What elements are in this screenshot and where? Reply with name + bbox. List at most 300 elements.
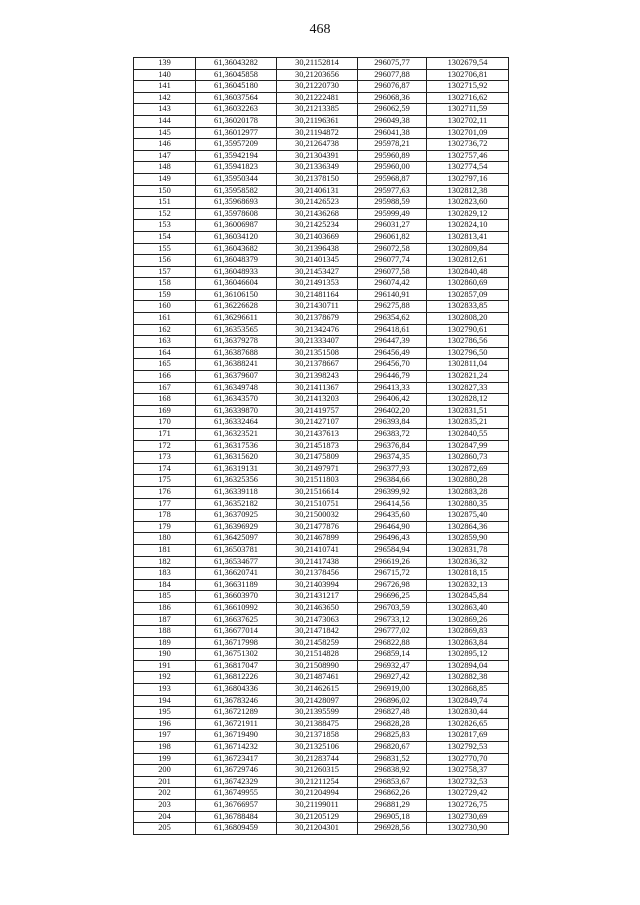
latitude-cell: 61,36766957 — [196, 800, 277, 812]
y-coordinate-cell: 1302812,38 — [427, 185, 509, 197]
x-coordinate-cell: 296077,74 — [358, 255, 427, 267]
y-coordinate-cell: 1302679,54 — [427, 58, 509, 70]
longitude-cell: 30,21467899 — [277, 533, 358, 545]
table-row — [134, 127, 509, 139]
table-row — [134, 185, 509, 197]
table-row — [134, 208, 509, 220]
latitude-cell: 61,36048379 — [196, 255, 277, 267]
point-number-cell: 146 — [134, 139, 196, 151]
table-row — [134, 371, 509, 383]
point-number-cell: 180 — [134, 533, 196, 545]
x-coordinate-cell: 295977,63 — [358, 185, 427, 197]
point-number-cell: 167 — [134, 382, 196, 394]
y-coordinate-cell: 1302869,26 — [427, 614, 509, 626]
y-coordinate-cell: 1302770,70 — [427, 753, 509, 765]
point-number-cell: 205 — [134, 823, 196, 835]
latitude-cell: 61,36339870 — [196, 405, 277, 417]
y-coordinate-cell: 1302895,12 — [427, 649, 509, 661]
longitude-cell: 30,21260315 — [277, 765, 358, 777]
table-row — [134, 823, 509, 835]
longitude-cell: 30,21342476 — [277, 324, 358, 336]
point-number-cell: 192 — [134, 672, 196, 684]
latitude-cell: 61,36637625 — [196, 614, 277, 626]
point-number-cell: 144 — [134, 115, 196, 127]
table-row — [134, 243, 509, 255]
y-coordinate-cell: 1302875,40 — [427, 510, 509, 522]
y-coordinate-cell: 1302786,56 — [427, 336, 509, 348]
x-coordinate-cell: 296464,90 — [358, 521, 427, 533]
y-coordinate-cell: 1302811,04 — [427, 359, 509, 371]
table-row — [134, 579, 509, 591]
y-coordinate-cell: 1302792,53 — [427, 742, 509, 754]
table-row — [134, 811, 509, 823]
latitude-cell: 61,36296611 — [196, 313, 277, 325]
x-coordinate-cell: 296838,92 — [358, 765, 427, 777]
point-number-cell: 194 — [134, 695, 196, 707]
x-coordinate-cell: 296496,43 — [358, 533, 427, 545]
table-row — [134, 510, 509, 522]
longitude-cell: 30,21425234 — [277, 220, 358, 232]
longitude-cell: 30,21511803 — [277, 475, 358, 487]
point-number-cell: 168 — [134, 394, 196, 406]
longitude-cell: 30,21396438 — [277, 243, 358, 255]
y-coordinate-cell: 1302840,48 — [427, 266, 509, 278]
x-coordinate-cell: 296406,42 — [358, 394, 427, 406]
point-number-cell: 155 — [134, 243, 196, 255]
x-coordinate-cell: 296859,14 — [358, 649, 427, 661]
latitude-cell: 61,36323521 — [196, 429, 277, 441]
y-coordinate-cell: 1302702,11 — [427, 115, 509, 127]
x-coordinate-cell: 296140,91 — [358, 289, 427, 301]
longitude-cell: 30,21487461 — [277, 672, 358, 684]
longitude-cell: 30,21351508 — [277, 347, 358, 359]
latitude-cell: 61,36603970 — [196, 591, 277, 603]
table-row — [134, 255, 509, 267]
latitude-cell: 61,36751302 — [196, 649, 277, 661]
latitude-cell: 61,36610992 — [196, 602, 277, 614]
point-number-cell: 142 — [134, 92, 196, 104]
longitude-cell: 30,21510751 — [277, 498, 358, 510]
point-number-cell: 151 — [134, 197, 196, 209]
longitude-cell: 30,21378456 — [277, 568, 358, 580]
table-row — [134, 521, 509, 533]
point-number-cell: 154 — [134, 231, 196, 243]
longitude-cell: 30,21264738 — [277, 139, 358, 151]
longitude-cell: 30,21194872 — [277, 127, 358, 139]
y-coordinate-cell: 1302757,46 — [427, 150, 509, 162]
y-coordinate-cell: 1302833,85 — [427, 301, 509, 313]
table-row — [134, 718, 509, 730]
x-coordinate-cell: 296726,98 — [358, 579, 427, 591]
latitude-cell: 61,36387688 — [196, 347, 277, 359]
latitude-cell: 61,35978608 — [196, 208, 277, 220]
longitude-cell: 30,21411367 — [277, 382, 358, 394]
table-row — [134, 452, 509, 464]
table-row — [134, 104, 509, 116]
table-row — [134, 313, 509, 325]
y-coordinate-cell: 1302790,61 — [427, 324, 509, 336]
longitude-cell: 30,21388475 — [277, 718, 358, 730]
point-number-cell: 166 — [134, 371, 196, 383]
latitude-cell: 61,36788484 — [196, 811, 277, 823]
point-number-cell: 195 — [134, 707, 196, 719]
point-number-cell: 190 — [134, 649, 196, 661]
y-coordinate-cell: 1302830,44 — [427, 707, 509, 719]
table-row — [134, 707, 509, 719]
point-number-cell: 191 — [134, 660, 196, 672]
table-row — [134, 463, 509, 475]
latitude-cell: 61,36034120 — [196, 231, 277, 243]
latitude-cell: 61,36317536 — [196, 440, 277, 452]
latitude-cell: 61,36339118 — [196, 486, 277, 498]
x-coordinate-cell: 296862,26 — [358, 788, 427, 800]
longitude-cell: 30,21378667 — [277, 359, 358, 371]
table-row — [134, 69, 509, 81]
y-coordinate-cell: 1302732,53 — [427, 776, 509, 788]
x-coordinate-cell: 296456,70 — [358, 359, 427, 371]
x-coordinate-cell: 296456,49 — [358, 347, 427, 359]
point-number-cell: 202 — [134, 788, 196, 800]
x-coordinate-cell: 296062,59 — [358, 104, 427, 116]
x-coordinate-cell: 296905,18 — [358, 811, 427, 823]
x-coordinate-cell: 295988,59 — [358, 197, 427, 209]
longitude-cell: 30,21204994 — [277, 788, 358, 800]
point-number-cell: 160 — [134, 301, 196, 313]
y-coordinate-cell: 1302836,32 — [427, 556, 509, 568]
latitude-cell: 61,36721289 — [196, 707, 277, 719]
latitude-cell: 61,36379607 — [196, 371, 277, 383]
table-row — [134, 173, 509, 185]
y-coordinate-cell: 1302869,83 — [427, 626, 509, 638]
y-coordinate-cell: 1302860,69 — [427, 278, 509, 290]
longitude-cell: 30,21516614 — [277, 486, 358, 498]
latitude-cell: 61,36319131 — [196, 463, 277, 475]
table-row — [134, 800, 509, 812]
table-row — [134, 324, 509, 336]
longitude-cell: 30,21413203 — [277, 394, 358, 406]
latitude-cell: 61,35941823 — [196, 162, 277, 174]
y-coordinate-cell: 1302835,21 — [427, 417, 509, 429]
latitude-cell: 61,36742329 — [196, 776, 277, 788]
longitude-cell: 30,21336349 — [277, 162, 358, 174]
latitude-cell: 61,36620741 — [196, 568, 277, 580]
x-coordinate-cell: 296584,94 — [358, 544, 427, 556]
table-row — [134, 58, 509, 70]
longitude-cell: 30,21403669 — [277, 231, 358, 243]
point-number-cell: 193 — [134, 684, 196, 696]
y-coordinate-cell: 1302840,55 — [427, 429, 509, 441]
x-coordinate-cell: 296435,60 — [358, 510, 427, 522]
table-row — [134, 429, 509, 441]
longitude-cell: 30,21304391 — [277, 150, 358, 162]
point-number-cell: 201 — [134, 776, 196, 788]
point-number-cell: 179 — [134, 521, 196, 533]
longitude-cell: 30,21410741 — [277, 544, 358, 556]
x-coordinate-cell: 295978,21 — [358, 139, 427, 151]
point-number-cell: 156 — [134, 255, 196, 267]
table-row — [134, 440, 509, 452]
x-coordinate-cell: 296072,58 — [358, 243, 427, 255]
point-number-cell: 141 — [134, 81, 196, 93]
table-row — [134, 498, 509, 510]
latitude-cell: 61,36045180 — [196, 81, 277, 93]
point-number-cell: 184 — [134, 579, 196, 591]
y-coordinate-cell: 1302716,62 — [427, 92, 509, 104]
x-coordinate-cell: 296077,58 — [358, 266, 427, 278]
y-coordinate-cell: 1302849,74 — [427, 695, 509, 707]
point-number-cell: 200 — [134, 765, 196, 777]
longitude-cell: 30,21403994 — [277, 579, 358, 591]
x-coordinate-cell: 295999,49 — [358, 208, 427, 220]
latitude-cell: 61,36503781 — [196, 544, 277, 556]
x-coordinate-cell: 296825,83 — [358, 730, 427, 742]
point-number-cell: 152 — [134, 208, 196, 220]
table-row — [134, 220, 509, 232]
table-row — [134, 278, 509, 290]
y-coordinate-cell: 1302730,69 — [427, 811, 509, 823]
table-row — [134, 614, 509, 626]
x-coordinate-cell: 296919,00 — [358, 684, 427, 696]
longitude-cell: 30,21419757 — [277, 405, 358, 417]
x-coordinate-cell: 296703,59 — [358, 602, 427, 614]
x-coordinate-cell: 296076,87 — [358, 81, 427, 93]
longitude-cell: 30,21401345 — [277, 255, 358, 267]
point-number-cell: 171 — [134, 429, 196, 441]
table-row — [134, 649, 509, 661]
x-coordinate-cell: 296399,92 — [358, 486, 427, 498]
point-number-cell: 162 — [134, 324, 196, 336]
y-coordinate-cell: 1302859,90 — [427, 533, 509, 545]
latitude-cell: 61,35950344 — [196, 173, 277, 185]
x-coordinate-cell: 296896,02 — [358, 695, 427, 707]
table-row — [134, 347, 509, 359]
point-number-cell: 169 — [134, 405, 196, 417]
point-number-cell: 185 — [134, 591, 196, 603]
longitude-cell: 30,21471842 — [277, 626, 358, 638]
point-number-cell: 148 — [134, 162, 196, 174]
y-coordinate-cell: 1302894,04 — [427, 660, 509, 672]
point-number-cell: 158 — [134, 278, 196, 290]
y-coordinate-cell: 1302882,38 — [427, 672, 509, 684]
point-number-cell: 153 — [134, 220, 196, 232]
y-coordinate-cell: 1302706,81 — [427, 69, 509, 81]
latitude-cell: 61,36046604 — [196, 278, 277, 290]
point-number-cell: 177 — [134, 498, 196, 510]
longitude-cell: 30,21211254 — [277, 776, 358, 788]
longitude-cell: 30,21428097 — [277, 695, 358, 707]
x-coordinate-cell: 296377,93 — [358, 463, 427, 475]
x-coordinate-cell: 296374,35 — [358, 452, 427, 464]
x-coordinate-cell: 296696,25 — [358, 591, 427, 603]
latitude-cell: 61,36020178 — [196, 115, 277, 127]
point-number-cell: 183 — [134, 568, 196, 580]
point-number-cell: 178 — [134, 510, 196, 522]
latitude-cell: 61,36719490 — [196, 730, 277, 742]
y-coordinate-cell: 1302715,92 — [427, 81, 509, 93]
latitude-cell: 61,36379278 — [196, 336, 277, 348]
point-number-cell: 147 — [134, 150, 196, 162]
y-coordinate-cell: 1302827,33 — [427, 382, 509, 394]
x-coordinate-cell: 296031,27 — [358, 220, 427, 232]
point-number-cell: 170 — [134, 417, 196, 429]
longitude-cell: 30,21333407 — [277, 336, 358, 348]
latitude-cell: 61,36809459 — [196, 823, 277, 835]
x-coordinate-cell: 295960,89 — [358, 150, 427, 162]
table-row — [134, 637, 509, 649]
longitude-cell: 30,21205129 — [277, 811, 358, 823]
latitude-cell: 61,35968693 — [196, 197, 277, 209]
point-number-cell: 187 — [134, 614, 196, 626]
table-row — [134, 788, 509, 800]
y-coordinate-cell: 1302845,84 — [427, 591, 509, 603]
x-coordinate-cell: 296275,88 — [358, 301, 427, 313]
table-row — [134, 289, 509, 301]
longitude-cell: 30,21204301 — [277, 823, 358, 835]
table-row — [134, 742, 509, 754]
point-number-cell: 150 — [134, 185, 196, 197]
table-row — [134, 626, 509, 638]
point-number-cell: 196 — [134, 718, 196, 730]
point-number-cell: 164 — [134, 347, 196, 359]
longitude-cell: 30,21481164 — [277, 289, 358, 301]
table-row — [134, 672, 509, 684]
y-coordinate-cell: 1302817,69 — [427, 730, 509, 742]
table-row — [134, 602, 509, 614]
longitude-cell: 30,21508990 — [277, 660, 358, 672]
latitude-cell: 61,36370925 — [196, 510, 277, 522]
table-row — [134, 684, 509, 696]
latitude-cell: 61,36425097 — [196, 533, 277, 545]
longitude-cell: 30,21453427 — [277, 266, 358, 278]
table-row — [134, 533, 509, 545]
point-number-cell: 175 — [134, 475, 196, 487]
point-number-cell: 174 — [134, 463, 196, 475]
latitude-cell: 61,36045858 — [196, 69, 277, 81]
longitude-cell: 30,21427107 — [277, 417, 358, 429]
x-coordinate-cell: 296853,67 — [358, 776, 427, 788]
y-coordinate-cell: 1302730,90 — [427, 823, 509, 835]
longitude-cell: 30,21152814 — [277, 58, 358, 70]
x-coordinate-cell: 296383,72 — [358, 429, 427, 441]
latitude-cell: 61,36717998 — [196, 637, 277, 649]
x-coordinate-cell: 296447,39 — [358, 336, 427, 348]
table-row — [134, 405, 509, 417]
latitude-cell: 61,36037564 — [196, 92, 277, 104]
latitude-cell: 61,36721911 — [196, 718, 277, 730]
point-number-cell: 188 — [134, 626, 196, 638]
y-coordinate-cell: 1302860,73 — [427, 452, 509, 464]
y-coordinate-cell: 1302863,40 — [427, 602, 509, 614]
x-coordinate-cell: 296402,20 — [358, 405, 427, 417]
x-coordinate-cell: 296074,42 — [358, 278, 427, 290]
x-coordinate-cell: 296393,84 — [358, 417, 427, 429]
y-coordinate-cell: 1302812,61 — [427, 255, 509, 267]
longitude-cell: 30,21417438 — [277, 556, 358, 568]
latitude-cell: 61,36396929 — [196, 521, 277, 533]
longitude-cell: 30,21477876 — [277, 521, 358, 533]
x-coordinate-cell: 296354,62 — [358, 313, 427, 325]
latitude-cell: 61,36352182 — [196, 498, 277, 510]
longitude-cell: 30,21220730 — [277, 81, 358, 93]
point-number-cell: 165 — [134, 359, 196, 371]
point-number-cell: 157 — [134, 266, 196, 278]
latitude-cell: 61,36032263 — [196, 104, 277, 116]
longitude-cell: 30,21395599 — [277, 707, 358, 719]
longitude-cell: 30,21325106 — [277, 742, 358, 754]
point-number-cell: 203 — [134, 800, 196, 812]
table-row — [134, 139, 509, 151]
longitude-cell: 30,21500032 — [277, 510, 358, 522]
latitude-cell: 61,36804336 — [196, 684, 277, 696]
point-number-cell: 173 — [134, 452, 196, 464]
table-row — [134, 556, 509, 568]
y-coordinate-cell: 1302824,10 — [427, 220, 509, 232]
x-coordinate-cell: 296881,29 — [358, 800, 427, 812]
y-coordinate-cell: 1302729,42 — [427, 788, 509, 800]
table-row — [134, 115, 509, 127]
table-row — [134, 486, 509, 498]
table-row — [134, 695, 509, 707]
latitude-cell: 61,36534677 — [196, 556, 277, 568]
x-coordinate-cell: 296822,88 — [358, 637, 427, 649]
y-coordinate-cell: 1302872,69 — [427, 463, 509, 475]
y-coordinate-cell: 1302823,60 — [427, 197, 509, 209]
x-coordinate-cell: 296384,66 — [358, 475, 427, 487]
x-coordinate-cell: 296932,47 — [358, 660, 427, 672]
longitude-cell: 30,21213385 — [277, 104, 358, 116]
point-number-cell: 139 — [134, 58, 196, 70]
table-row — [134, 382, 509, 394]
x-coordinate-cell: 296041,38 — [358, 127, 427, 139]
y-coordinate-cell: 1302864,36 — [427, 521, 509, 533]
x-coordinate-cell: 296068,36 — [358, 92, 427, 104]
y-coordinate-cell: 1302701,09 — [427, 127, 509, 139]
longitude-cell: 30,21431217 — [277, 591, 358, 603]
x-coordinate-cell: 296077,88 — [358, 69, 427, 81]
longitude-cell: 30,21475809 — [277, 452, 358, 464]
point-number-cell: 140 — [134, 69, 196, 81]
x-coordinate-cell: 296619,26 — [358, 556, 427, 568]
longitude-cell: 30,21462615 — [277, 684, 358, 696]
point-number-cell: 197 — [134, 730, 196, 742]
point-number-cell: 161 — [134, 313, 196, 325]
x-coordinate-cell: 296715,72 — [358, 568, 427, 580]
longitude-cell: 30,21473063 — [277, 614, 358, 626]
table-row — [134, 301, 509, 313]
latitude-cell: 61,36723417 — [196, 753, 277, 765]
y-coordinate-cell: 1302758,37 — [427, 765, 509, 777]
x-coordinate-cell: 296414,56 — [358, 498, 427, 510]
longitude-cell: 30,21222481 — [277, 92, 358, 104]
latitude-cell: 61,36325356 — [196, 475, 277, 487]
y-coordinate-cell: 1302711,59 — [427, 104, 509, 116]
table-row — [134, 568, 509, 580]
y-coordinate-cell: 1302736,72 — [427, 139, 509, 151]
longitude-cell: 30,21203656 — [277, 69, 358, 81]
point-number-cell: 159 — [134, 289, 196, 301]
point-number-cell: 143 — [134, 104, 196, 116]
y-coordinate-cell: 1302831,78 — [427, 544, 509, 556]
latitude-cell: 61,35942194 — [196, 150, 277, 162]
table-row — [134, 660, 509, 672]
latitude-cell: 61,36783246 — [196, 695, 277, 707]
longitude-cell: 30,21436268 — [277, 208, 358, 220]
latitude-cell: 61,36343570 — [196, 394, 277, 406]
longitude-cell: 30,21458259 — [277, 637, 358, 649]
coordinates-table-body — [134, 58, 509, 835]
y-coordinate-cell: 1302828,12 — [427, 394, 509, 406]
latitude-cell: 61,36012977 — [196, 127, 277, 139]
